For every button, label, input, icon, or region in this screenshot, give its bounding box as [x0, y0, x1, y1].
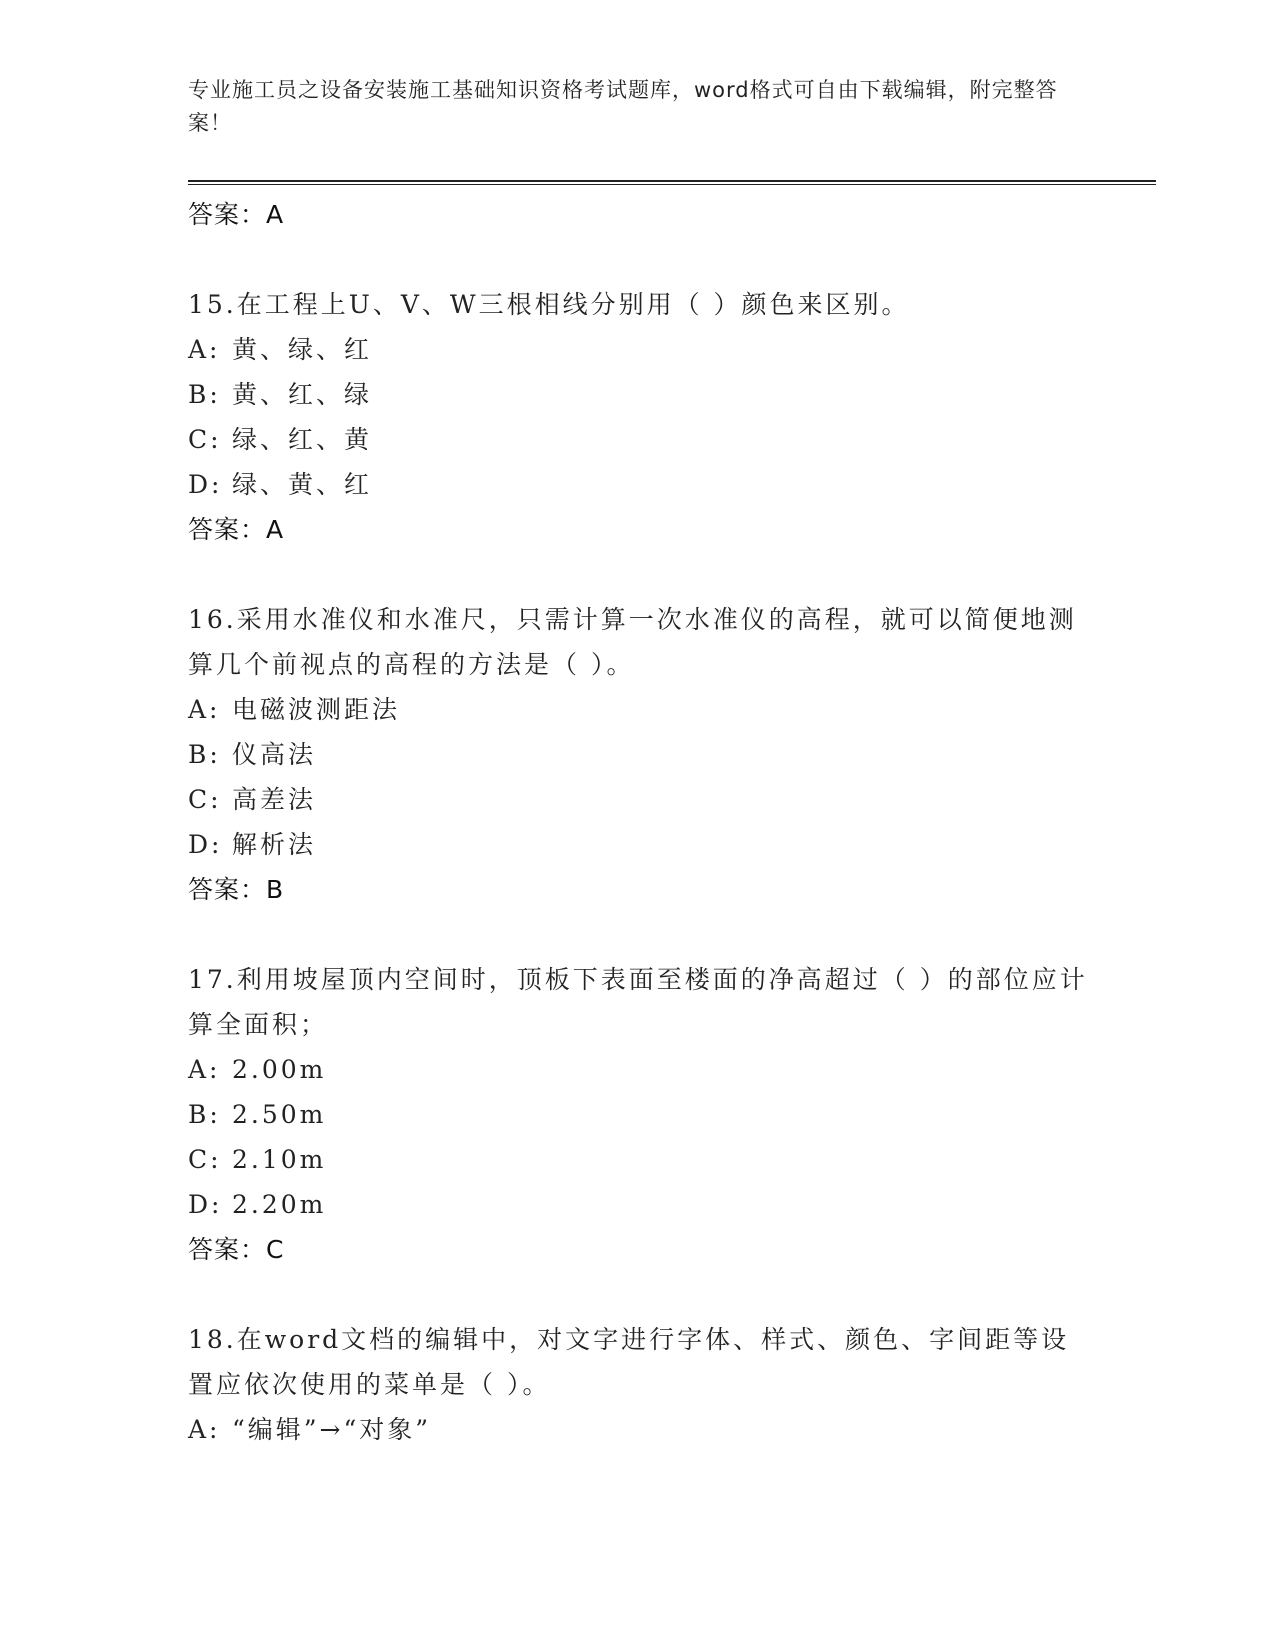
- option-a: [188, 687, 1088, 732]
- option-key: B:: [188, 1100, 221, 1129]
- option-text: 黄、红、绿: [232, 380, 373, 409]
- question-17: [188, 957, 1088, 1272]
- option-text: 高差法: [232, 785, 317, 814]
- answer-line: 答案：A: [188, 515, 285, 544]
- question-stem: 18.在word文档的编辑中，对文字进行字体、样式、颜色、字间距等设置应依次使用的菜单是（ ）。: [188, 1325, 1070, 1399]
- option-b: [188, 1092, 1088, 1137]
- option-text: 解析法: [232, 830, 317, 859]
- option-b: [188, 732, 1088, 777]
- answer-line: 答案：A: [188, 200, 285, 229]
- option-a: [188, 1047, 1088, 1092]
- option-key: D:: [188, 470, 223, 499]
- option-text: 黄、绿、红: [232, 335, 373, 364]
- option-text: 2.10m: [232, 1145, 327, 1174]
- question-stem: 17.利用坡屋顶内空间时，顶板下表面至楼面的净高超过（ ）的部位应计算全面积；: [188, 965, 1088, 1039]
- option-text: 2.00m: [232, 1055, 327, 1084]
- option-key: D:: [188, 1190, 223, 1219]
- option-key: C:: [188, 1145, 222, 1174]
- option-d: [188, 822, 1088, 867]
- option-key: A:: [188, 695, 221, 724]
- document-header: 专业施工员之设备安装施工基础知识资格考试题库，word格式可自由下载编辑，附完整答案！: [188, 78, 1058, 135]
- answer-line: 答案：B: [188, 875, 285, 904]
- option-text: 电磁波测距法: [232, 695, 401, 724]
- header-divider: [188, 180, 1156, 185]
- question-stem: 16.采用水准仪和水准尺，只需计算一次水准仪的高程，就可以简便地测算几个前视点的高程的方法是（ ）。: [188, 605, 1077, 679]
- question-content: [188, 192, 1088, 1452]
- option-text: 绿、红、黄: [232, 425, 373, 454]
- option-text: 绿、黄、红: [232, 470, 373, 499]
- option-text: 2.20m: [232, 1190, 327, 1219]
- option-a: [188, 327, 1088, 372]
- option-c: [188, 417, 1088, 462]
- option-c: [188, 1137, 1088, 1182]
- question-16: [188, 597, 1088, 912]
- question-18: [188, 1317, 1088, 1452]
- answer-line: 答案：C: [188, 1235, 285, 1264]
- option-key: C:: [188, 425, 222, 454]
- option-text: 仪高法: [232, 740, 317, 769]
- option-d: [188, 462, 1088, 507]
- option-key: A:: [188, 1415, 221, 1444]
- option-text: “编辑”→“对象”: [232, 1415, 432, 1444]
- option-key: B:: [188, 740, 221, 769]
- option-key: A:: [188, 335, 221, 364]
- option-key: D:: [188, 830, 223, 859]
- question-15: [188, 282, 1088, 552]
- option-key: B:: [188, 380, 221, 409]
- option-key: A:: [188, 1055, 221, 1084]
- option-d: [188, 1182, 1088, 1227]
- option-c: [188, 777, 1088, 822]
- option-text: 2.50m: [232, 1100, 327, 1129]
- option-a: [188, 1407, 1088, 1452]
- question-stem: 15.在工程上U、V、W三根相线分别用（ ）颜色来区别。: [188, 290, 910, 319]
- option-b: [188, 372, 1088, 417]
- option-key: C:: [188, 785, 222, 814]
